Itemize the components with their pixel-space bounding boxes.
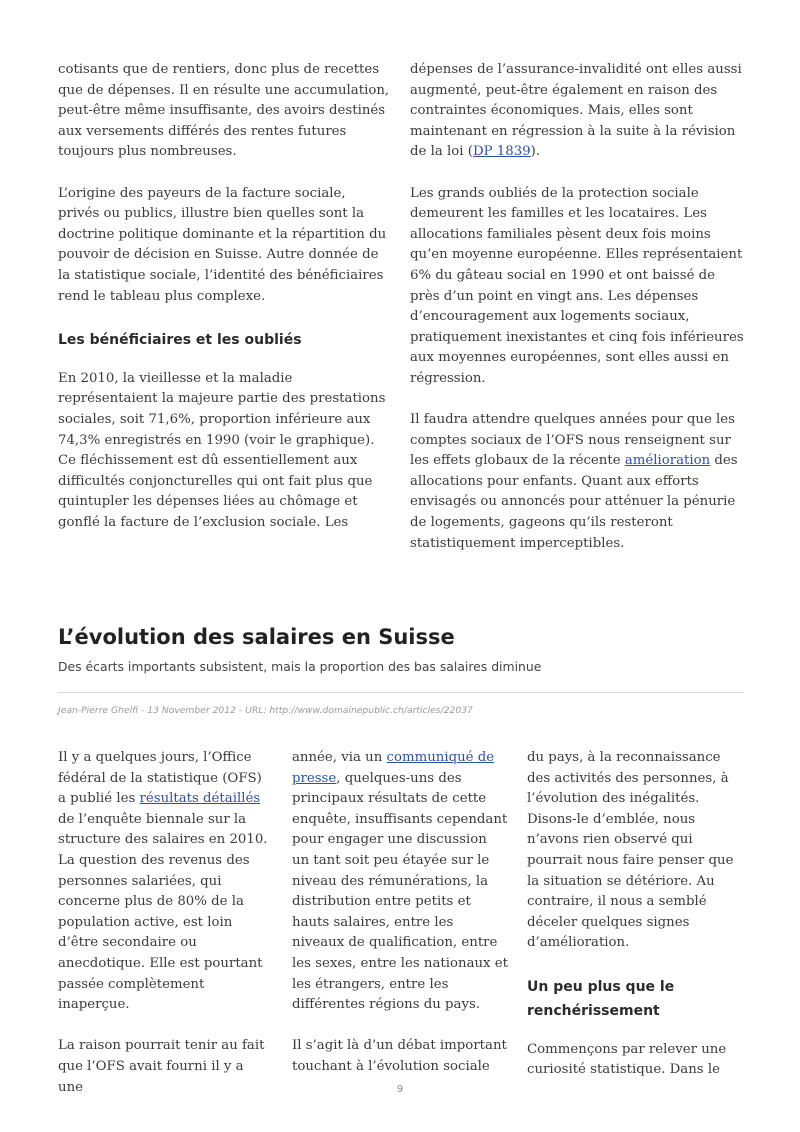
top-left-column xyxy=(58,60,390,533)
paragraph-text: des allocations pour enfants. Quant aux efforts envisagés ou annoncés pour atténuer la pénurie de logements, gageons qu’ils resteront statistiquement imperceptibles. xyxy=(410,453,738,551)
paragraph xyxy=(410,410,745,554)
paragraph: La raison pourrait tenir au fait que l’OFS avait fourni il y a une xyxy=(58,1038,265,1095)
paragraph xyxy=(410,60,745,163)
paragraph: Commençons par relever une curiosité statistique. Dans le xyxy=(527,1041,727,1078)
paragraph-text: année, via un xyxy=(292,750,387,765)
paragraph: Les grands oubliés de la protection sociale demeurent les familles et les locataires. Les allocations familiales pèsent deux fois moins qu’en moyenne européenne. Elles représentaient 6% du gâteau social en 1990 et ont baissé de près d’un point en vingt ans. Les dépenses d’encouragement aux logements sociaux, pratiquement inexistantes et cinq fois inférieures aux moyennes européennes, sont elles aussi en régression. xyxy=(410,185,744,386)
article-column-3 xyxy=(527,748,745,1101)
section-heading: Les bénéficiaires et les oubliés xyxy=(58,331,302,348)
page-number: 9 xyxy=(396,1084,404,1095)
paragraph: L’origine des payeurs de la facture sociale, privés ou publics, illustre bien quelles sont la doctrine politique dominante et la répartition du pouvoir de décision en Suisse. Autre donnée de la statistique sociale, l’identité des bénéficiaires rend le tableau plus complexe. xyxy=(58,185,387,304)
paragraph: du pays, à la reconnaissance des activités des personnes, à l’évolution des inégalités. Disons-le d’emblée, nous n’avons rien observé qui pourrait nous faire penser que la situation se détériore. Au contraire, il nous a semblé déceler quelques signes d’amélioration. xyxy=(527,750,734,951)
amelioration-link[interactable]: amélioration xyxy=(624,453,711,469)
divider xyxy=(58,692,744,693)
paragraph-text: , quelques-uns des principaux résultats de cette enquête, insuffisants cependant pour engager une discussion un tant soit peu étayée sur le niveau des rémunérations, la distribution entre petits et hauts salaires, entre les niveaux de qualification, entre les sexes, entre les nationaux et les étrangers, entre les différentes régions du pays. xyxy=(292,770,508,1013)
resultats-detailles-link[interactable]: résultats détaillés xyxy=(139,791,261,807)
article-byline: Jean-Pierre Ghelfi - 13 November 2012 - URL: http://www.domainepublic.ch/articles/22037 xyxy=(58,705,473,716)
article-title: L’évolution des salaires en Suisse xyxy=(58,625,455,649)
paragraph xyxy=(292,748,508,1016)
top-right-column xyxy=(410,60,745,554)
paragraph-text: dépenses de l’assurance-invalidité ont elles aussi augmenté, peut-être également en raison des contraintes économiques. Mais, elles sont maintenant en régression à la suite à la révision de la loi ( xyxy=(410,62,742,160)
communique-de-presse-link[interactable]: communiqué de presse xyxy=(292,750,495,786)
paragraph xyxy=(58,748,271,1016)
paragraph-text: Il y a quelques jours, l’Office fédéral de la statistique (OFS) a publié les xyxy=(58,750,262,807)
paragraph-text: Il faudra attendre quelques années pour que les comptes sociaux de l’OFS nous renseignent sur les effets globaux de la récente xyxy=(410,412,735,469)
section-heading: Un peu plus que le renchérissement xyxy=(527,978,675,1019)
paragraph: En 2010, la vieillesse et la maladie représentaient la majeure partie des prestations sociales, soit 71,6%, proportion inférieure aux 74,3% enregistrés en 1990 (voir le graphique). Ce fléchissement est dû essentiellement aux difficultés conjoncturelles qui ont fait plus que quintupler les dépenses liées au chômage et gonflé la facture de l’exclusion sociale. Les xyxy=(58,370,386,530)
paragraph: Il s’agit là d’un débat important touchant à l’évolution sociale xyxy=(292,1038,507,1074)
article-column-1 xyxy=(58,748,271,1098)
article-column-2 xyxy=(292,748,508,1098)
paragraph: cotisants que de rentiers, donc plus de recettes que de dépenses. Il en résulte une accumulation, peut-être même insuffisante, des avoirs destinés aux versements différés des rentes futures toujours plus nombreuses. xyxy=(58,62,390,160)
dp-1839-link[interactable]: DP 1839 xyxy=(472,144,531,160)
paragraph-text: ). xyxy=(530,144,541,160)
article-subtitle: Des écarts importants subsistent, mais la proportion des bas salaires diminue xyxy=(58,659,542,674)
paragraph-text: de l’enquête biennale sur la structure des salaires en 2010. La question des revenus des personnes salariées, qui concerne plus de 80% de la population active, est loin d’être secondaire ou anecdotique. Elle est pourtant passée complètement inaperçue. xyxy=(58,811,268,1013)
